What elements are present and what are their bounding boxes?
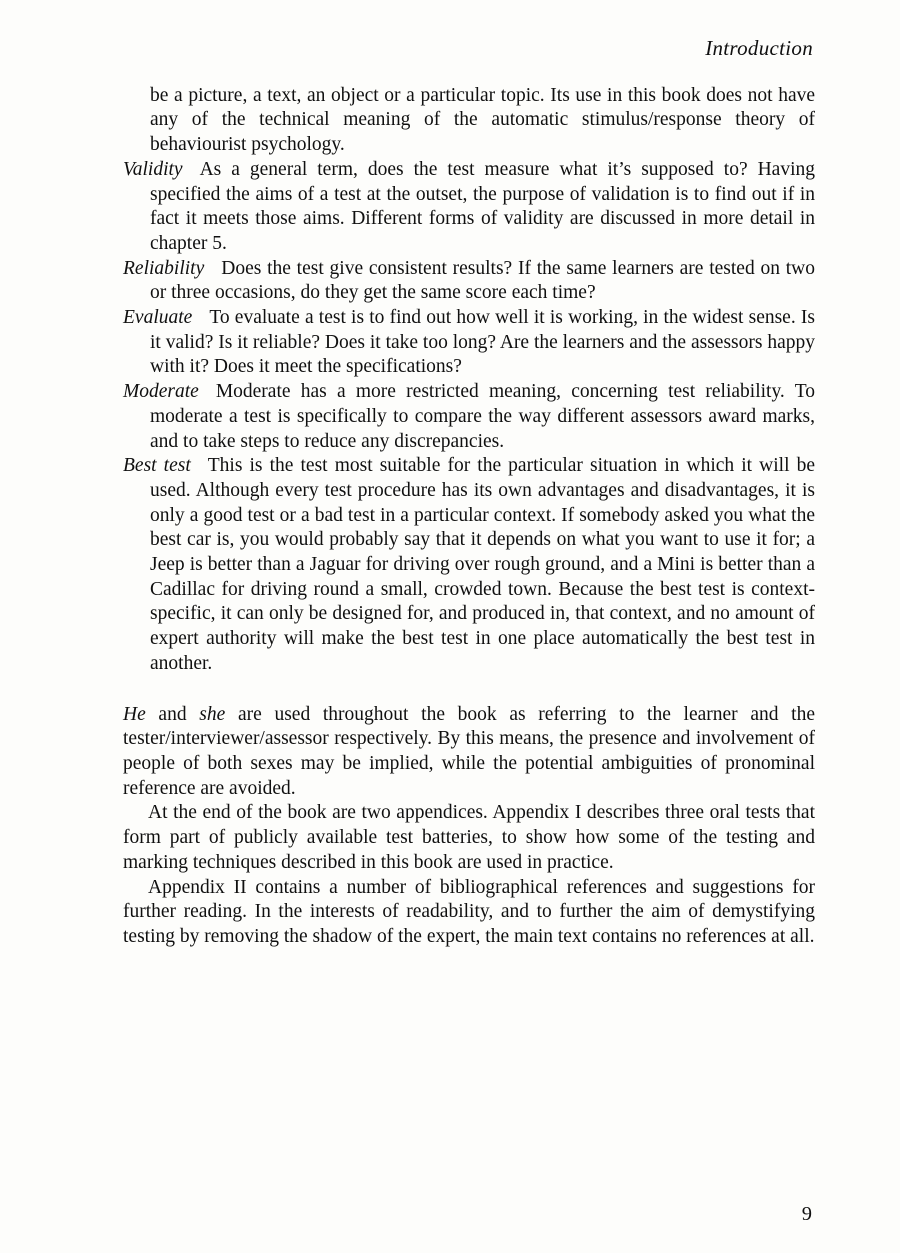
- page-number: 9: [801, 1203, 812, 1225]
- pronoun-paragraph-rest: are used throughout the book as referring to the learner and the tester/interviewer/assessor respectively. By this means, the presence and involvement of people of both sexes may be implied, while the potential ambiguities of pronominal reference are avoided.: [123, 703, 816, 799]
- definition-term: Evaluate: [123, 307, 193, 329]
- definition-text: As a general term, does the test measure what it’s supposed to? Having specified the aims of a test at the outset, the purpose of validation is to find out if in fact it meets those aims. Different forms of validity are discussed in more detail in chapter 5.: [150, 158, 815, 254]
- definition-entry: [123, 306, 815, 380]
- definition-text: Moderate has a more restricted meaning, concerning test reliability. To moderate a test is specifically to compare the way different assessors award marks, and to take steps to reduce any discrepancies.: [150, 381, 815, 452]
- she-word: she: [199, 703, 226, 725]
- definition-entry: [123, 380, 815, 454]
- chapter-title: Introduction: [705, 36, 813, 60]
- text-column: [0, 84, 900, 950]
- definition-term: Moderate: [123, 381, 199, 403]
- definition-text: Does the test give consistent results? If the same learners are tested on two or three occasions, do they get the same score each time?: [150, 257, 815, 304]
- closing-section: [123, 703, 815, 950]
- pronoun-paragraph-mid: and: [145, 703, 200, 725]
- continuation-paragraph: be a picture, a text, an object or a particular topic. Its use in this book does not have any of the technical meaning of the automatic stimulus/response theory of behaviourist psychology.: [150, 84, 815, 156]
- definition-entry: [123, 158, 815, 257]
- definition-term: Best test: [123, 455, 191, 477]
- definition-term: Reliability: [123, 257, 205, 279]
- pronoun-paragraph: [123, 703, 815, 802]
- appendix-ii-paragraph: Appendix II contains a number of bibliographical references and suggestions for further reading. In the interests of readability, and to further the aim of demystifying testing by removing the shadow of the expert, the main text contains no references at all.: [123, 876, 815, 947]
- definition-entry: [123, 454, 815, 676]
- definition-text: To evaluate a test is to find out how well it is working, in the widest sense. Is it valid? Is it reliable? Does it take too long? Are the learners and the assessors happy with it? Does it meet the specifications?: [150, 307, 815, 378]
- appendix-i-paragraph: At the end of the book are two appendices. Appendix I describes three oral tests that form part of publicly available test batteries, to show how some of the testing and marking techniques described in this book are used in practice.: [123, 802, 815, 873]
- definition-entry: [123, 257, 815, 306]
- definition-term: Validity: [123, 158, 183, 180]
- definition-text: This is the test most suitable for the particular situation in which it will be used. Although every test procedure has its own advantages and disadvantages, it is only a good test or a bad test in a particular context. If somebody asked you what the best car is, you would probably say that it depends on what you want to use it for; a Jeep is better than a Jaguar for driving over rough ground, and a Mini is better than a Cadillac for driving round a small, crowded town. Because the best test is context-specific, it can only be designed for, and produced in, that context, and no amount of expert authority will make the best test in one place automatically the best test in another.: [150, 455, 815, 674]
- running-head: [0, 0, 900, 61]
- he-word: He: [123, 703, 146, 725]
